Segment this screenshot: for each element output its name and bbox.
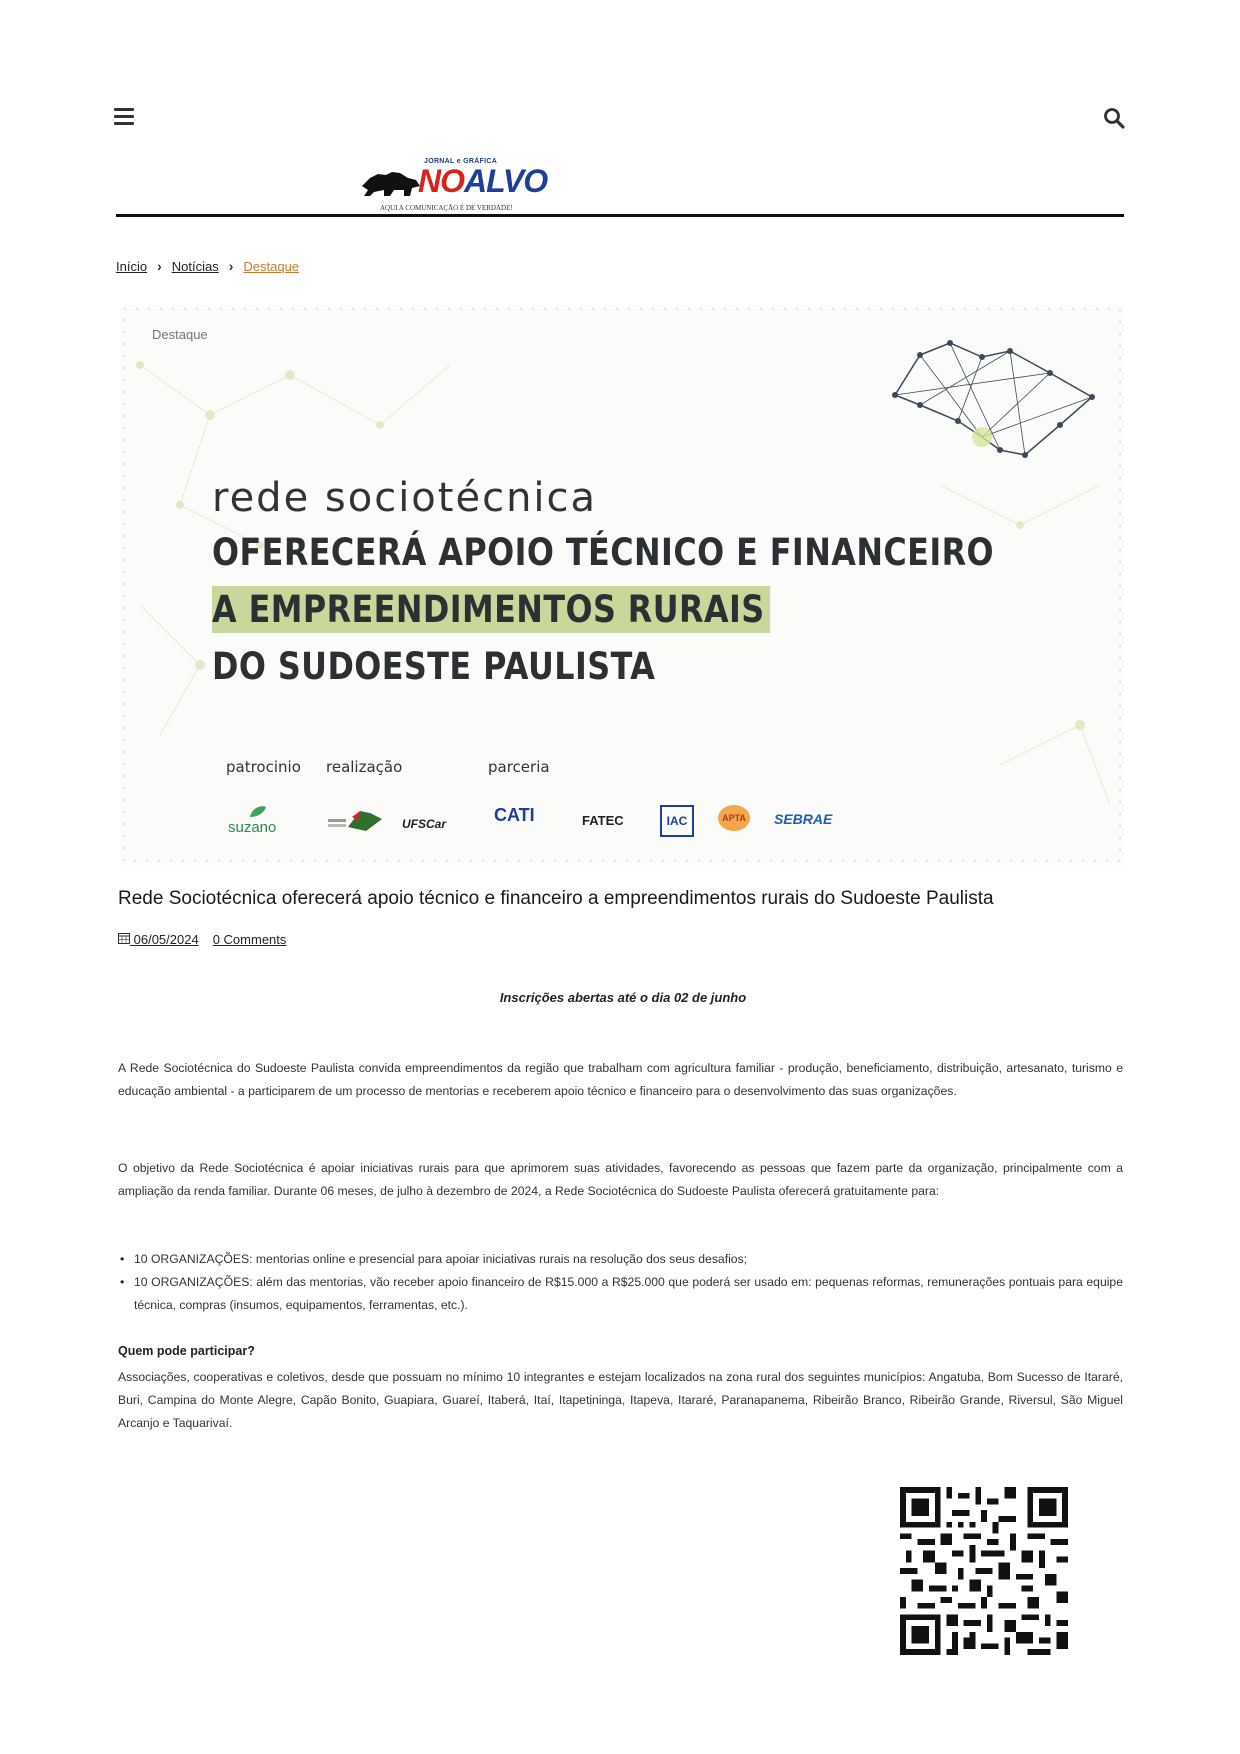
hero-headline-line-3: DO SUDOESTE PAULISTA (212, 645, 656, 688)
article-paragraph-1: A Rede Sociotécnica do Sudoeste Paulista convida empreendimentos da região que trabalham com agricultura familiar - produção, beneficiamento, distribuição, artesanato, turismo e educação ambiental - a participarem de um processo de mentorias e receberem apoio técnico e financeiro para o desenvolvimento das suas organizações. (118, 1061, 1123, 1098)
list-item: • 10 ORGANIZAÇÕES: mentorias online e presencial para apoiar iniciativas rurais na resolução dos seus desafios; (118, 1248, 1123, 1271)
header-divider (116, 214, 1124, 217)
calendar-icon (118, 932, 130, 947)
article-paragraph-3: Associações, cooperativas e coletivos, desde que possuam no mínimo 10 integrantes e estejam localizados na zona rural dos seguintes municípios: Angatuba, Bom Sucesso de Itararé, Buri, Campina do Monte Alegre, Capão Bonito, Guapiara, Guareí, Itaberá, Itaí, Itapetininga, Itapeva, Itararé, Paranapanema, Ribeirão Branco, Ribeirão Grande, Riversul, São Miguel Arcanjo e Taquarivaí. (118, 1370, 1123, 1430)
article-paragraph-2: O objetivo da Rede Sociotécnica é apoiar iniciativas rurais para que aprimorem suas atividades, favorecendo as pessoas que fazem parte da organização, principalmente com a ampliação da renda familiar. Durante 06 meses, de julho à dezembro de 2024, a Rede Sociotécnica do Sudoeste Paulista oferecerá gratuitamente para: (118, 1161, 1123, 1198)
hero-highlighted-text: A EMPREENDIMENTOS RURAIS (212, 586, 770, 633)
logo-brand-no: NO (418, 163, 464, 199)
who-can-participate-heading: Quem pode participar? (118, 1344, 255, 1358)
comments-link[interactable]: 0 Comments (212, 932, 287, 947)
article-date-link[interactable] (118, 932, 199, 947)
hamburger-menu-icon[interactable] (114, 108, 134, 126)
list-item: • 10 ORGANIZAÇÕES: além das mentorias, vão receber apoio financeiro de R$15.000 a R$25.000 que poderá ser usado em: pequenas reformas, remunerações pontuais para equipe técnica, compras (insumos, equipamentos, ferramentas, etc.). (118, 1271, 1123, 1317)
partner-logo-cati: CATI (494, 805, 535, 825)
realization-label: realização (326, 758, 403, 776)
search-icon[interactable] (1102, 106, 1126, 130)
lion-logo-icon (360, 164, 422, 200)
logo-top-text: JORNAL e GRÁFICA (424, 158, 498, 165)
breadcrumb-featured[interactable]: Destaque (243, 258, 300, 274)
hero-headline-line-2 (212, 588, 770, 631)
network-background-graphic (120, 305, 1124, 865)
partner-logo-fatec: FATEC (582, 813, 624, 828)
leaf-icon (248, 805, 268, 819)
logo-brand (418, 163, 547, 200)
sao-paulo-map-graphic (892, 340, 1095, 458)
logo-brand-alvo: ALVO (464, 163, 548, 199)
partner-logo-ufscar: UFSCar (402, 817, 447, 831)
article-title: Rede Sociotécnica oferecerá apoio técnico e financeiro a empreendimentos rurais do Sudoeste Paulista (118, 888, 994, 909)
sponsor-label: patrocinio (226, 758, 301, 776)
article-meta (118, 932, 286, 947)
article-date: 06/05/2024 (133, 932, 199, 947)
site-logo[interactable] (360, 158, 570, 216)
benefits-list (118, 1248, 1123, 1317)
breadcrumb-news[interactable]: Notícias (171, 258, 219, 274)
partnership-label: parceria (488, 758, 550, 776)
hero-script-title: rede sociotécnica (212, 475, 598, 521)
article-subtitle: Inscrições abertas até o dia 02 de junho (499, 990, 747, 1005)
hero-headline-line-1: OFERECERÁ APOIO TÉCNICO E FINANCEIRO (212, 531, 995, 574)
hero-banner-image (120, 305, 1124, 865)
logo-tagline: AQUI A COMUNICAÇÃO É DE VERDADE! (380, 204, 513, 212)
sp-state-logo-icon (326, 805, 386, 835)
partner-logo-apta: APTA (718, 805, 750, 831)
hero-category-tag: Destaque (152, 327, 208, 342)
breadcrumb (116, 258, 299, 274)
qr-code (900, 1487, 1068, 1655)
chevron-right-icon: › (157, 258, 162, 274)
partner-logo-suzano: suzano (228, 805, 276, 836)
breadcrumb-home[interactable]: Início (116, 258, 148, 274)
partner-logo-sebrae: SEBRAE (774, 811, 833, 827)
chevron-right-icon: › (228, 258, 234, 274)
partner-logo-realization (326, 805, 386, 838)
partner-logo-iac: IAC (660, 805, 694, 837)
